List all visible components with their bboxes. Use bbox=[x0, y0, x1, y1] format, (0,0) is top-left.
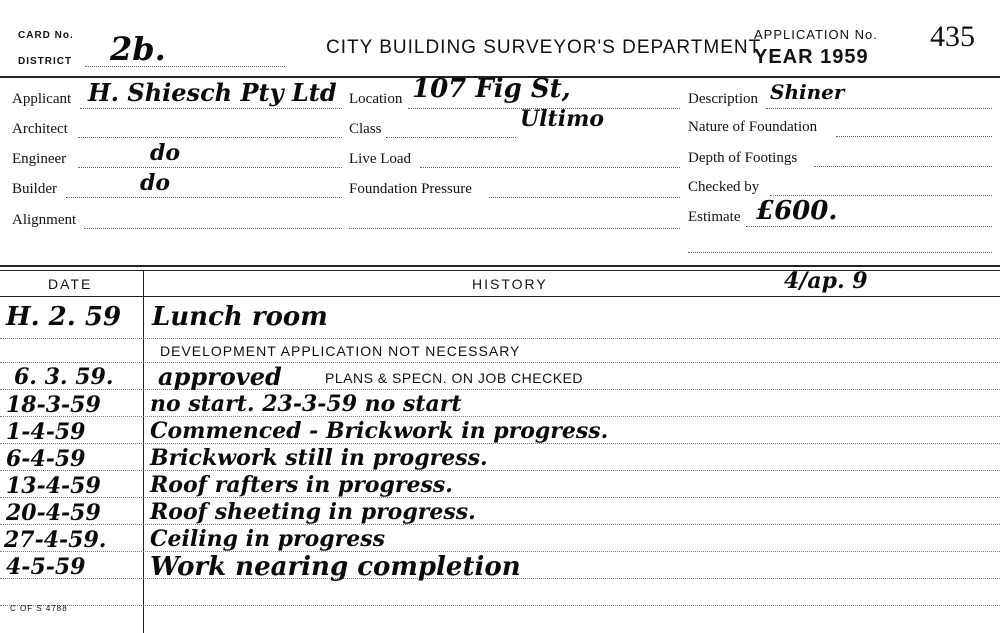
class-label: Class bbox=[349, 121, 382, 137]
history-date: 18-3-59 bbox=[6, 392, 101, 418]
engineer-value: do bbox=[150, 140, 181, 166]
history-text: Commenced - Brickwork in progress. bbox=[150, 418, 609, 444]
card-no-label: CARD No. bbox=[18, 30, 74, 41]
history-text: Work nearing completion bbox=[150, 552, 521, 582]
live-load-label: Live Load bbox=[349, 151, 412, 167]
location-value-line2: Ultimo bbox=[520, 106, 605, 132]
history-date: 13-4-59 bbox=[6, 473, 101, 499]
history-header-rule bbox=[0, 296, 1000, 297]
location-label: Location bbox=[349, 91, 403, 107]
history-date: 4-5-59 bbox=[6, 554, 86, 580]
description-label: Description bbox=[688, 91, 758, 107]
department-title: CITY BUILDING SURVEYOR'S DEPARTMENT bbox=[326, 37, 762, 58]
history-stamp: DEVELOPMENT APPLICATION NOT NECESSARY bbox=[160, 343, 521, 359]
applicant-value: H. Shiesch Pty Ltd bbox=[88, 78, 337, 107]
history-header: HISTORY bbox=[472, 276, 548, 292]
history-date: 6-4-59 bbox=[6, 446, 86, 472]
history-date: H. 2. 59 bbox=[6, 302, 122, 332]
history-text: Brickwork still in progress. bbox=[150, 445, 488, 471]
history-date: 20-4-59 bbox=[6, 500, 101, 526]
location-value-line1: 107 Fig St, bbox=[412, 74, 571, 104]
history-text: Roof sheeting in progress. bbox=[150, 499, 476, 525]
engineer-label: Engineer bbox=[12, 151, 67, 167]
depth-of-footings-label: Depth of Footings bbox=[688, 150, 798, 166]
date-header: DATE bbox=[48, 276, 93, 292]
year-label: YEAR 1959 bbox=[754, 46, 869, 68]
architect-label: Architect bbox=[12, 121, 68, 137]
foundation-pressure-label: Foundation Pressure bbox=[349, 181, 472, 197]
history-date: 6. 3. 59. bbox=[14, 364, 114, 390]
history-annotation: 4/ap. 9 bbox=[784, 268, 868, 294]
history-date: 27-4-59. bbox=[4, 527, 107, 553]
history-text: Ceiling in progress bbox=[150, 526, 386, 552]
form-code: C OF S 4788 bbox=[10, 604, 68, 613]
district-label: DISTRICT bbox=[18, 56, 73, 67]
checked-by-label: Checked by bbox=[688, 179, 760, 195]
builder-label: Builder bbox=[12, 181, 57, 197]
history-text: approved bbox=[158, 362, 282, 391]
history-top-rule bbox=[0, 265, 1000, 267]
alignment-label: Alignment bbox=[12, 212, 77, 228]
history-text: no start. 23-3-59 no start bbox=[150, 391, 462, 417]
district-value: 2b. bbox=[110, 30, 166, 68]
application-no-label: APPLICATION No. bbox=[754, 27, 878, 42]
history-date: 1-4-59 bbox=[6, 419, 86, 445]
applicant-label: Applicant bbox=[12, 91, 72, 107]
application-number: 435 bbox=[930, 20, 975, 53]
estimate-label: Estimate bbox=[688, 209, 741, 225]
history-text: Roof rafters in progress. bbox=[150, 472, 453, 498]
description-value: Shiner bbox=[770, 80, 845, 104]
builder-value: do bbox=[140, 170, 171, 196]
nature-of-foundation-label: Nature of Foundation bbox=[688, 119, 818, 135]
history-text: Lunch room bbox=[152, 302, 328, 332]
estimate-value: £600. bbox=[756, 196, 838, 226]
history-stamp: PLANS & SPECN. ON JOB CHECKED bbox=[325, 370, 584, 386]
